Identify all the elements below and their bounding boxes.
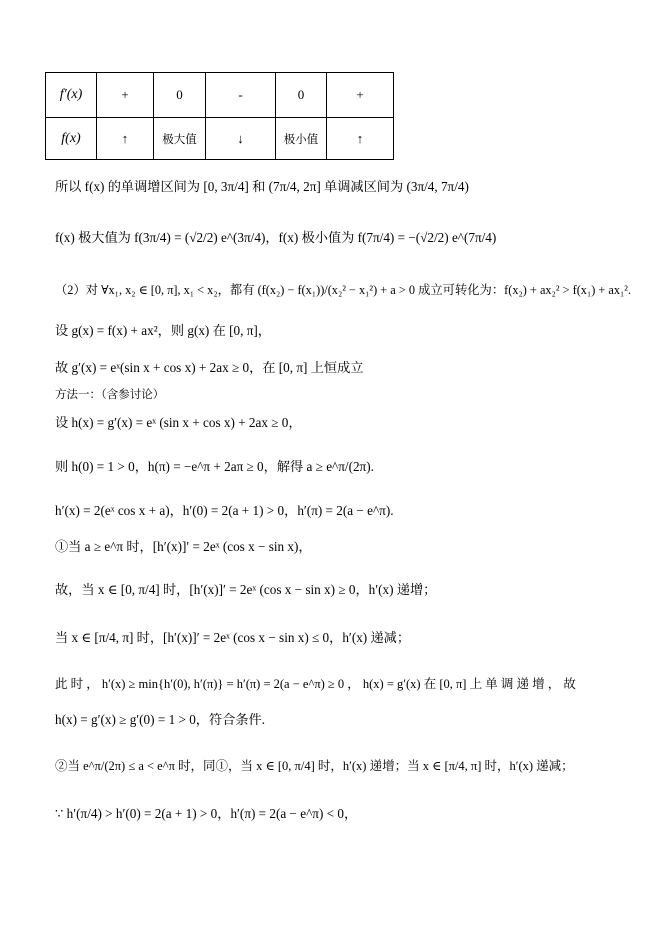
table-cell: 极大值 <box>154 118 206 160</box>
text-line: 所以 f(x) 的单调增区间为 [0, 3π/4] 和 (7π/4, 2π] 单调减区间为 (3π/4, 7π/4) <box>55 179 469 194</box>
text-line: ②当 e^π/(2π) ≤ a < e^π 时，同①，当 x ∈ [0, π/4] 时，h′(x) 递增；当 x ∈ [π/4, π] 时，h′(x) 递减； <box>55 759 574 773</box>
text-line: ∵ h′(π/4) > h′(0) = 2(a + 1) > 0，h′(π) = 2(a − e^π) < 0， <box>55 806 358 821</box>
text-line: 此 时 ， h′(x) ≥ min{h′(0), h′(π)} = h′(π) = 2(a − e^π) ≥ 0 ， h(x) = g′(x) 在 [0, π] 上 单 调 递 增 ， 故 <box>55 677 576 691</box>
table-cell: + <box>97 73 154 118</box>
table-cell: ↓ <box>206 118 276 160</box>
table-cell: 0 <box>154 73 206 118</box>
text-line: 当 x ∈ [π/4, π] 时，[h′(x)]′ = 2eˣ (cos x − sin x) ≤ 0，h′(x) 递减； <box>55 630 411 645</box>
table-cell: 0 <box>276 73 327 118</box>
text-line: 设 g(x) = f(x) + ax²，则 g(x) 在 [0, π]， <box>55 323 271 338</box>
text-line: （2）对 ∀x₁, x₂ ∈ [0, π], x₁ < x₂，都有 (f(x₂) − f(x₁))/(x₂² − x₁²) + a > 0 成立可转化为：f(x₂) + ax₂² > f(x₁) + ax₁². <box>55 283 632 297</box>
text-line: 方法一：（含参讨论） <box>55 387 165 401</box>
table-cell: ↑ <box>327 118 394 160</box>
text-line: ①当 a ≥ e^π 时，[h′(x)]′ = 2eˣ (cos x − sin x)， <box>55 539 312 554</box>
table-cell: + <box>327 73 394 118</box>
text-line: h′(x) = 2(eˣ cos x + a)，h′(0) = 2(a + 1) > 0，h′(π) = 2(a − e^π). <box>55 503 394 518</box>
table-row-fprime <box>46 73 394 118</box>
sign-table <box>45 72 394 160</box>
table-cell: ↑ <box>97 118 154 160</box>
text-line: h(x) = g′(x) ≥ g′(0) = 1 > 0，符合条件. <box>55 712 266 727</box>
text-line: 故，当 x ∈ [0, π/4] 时，[h′(x)]′ = 2eˣ (cos x − sin x) ≥ 0，h′(x) 递增； <box>55 582 437 597</box>
table-header-f: f(x) <box>46 118 97 160</box>
text-line: 则 h(0) = 1 > 0，h(π) = −e^π + 2aπ ≥ 0，解得 a ≥ e^π/(2π). <box>55 459 374 474</box>
text-line: f(x) 极大值为 f(3π/4) = (√2/2) e^(3π/4)，f(x) 极小值为 f(7π/4) = −(√2/2) e^(7π/4) <box>55 230 497 245</box>
text-line: 设 h(x) = g′(x) = eˣ (sin x + cos x) + 2ax ≥ 0， <box>55 415 302 430</box>
table-cell: - <box>206 73 276 118</box>
table-row-f <box>46 118 394 160</box>
text-line: 故 g′(x) = eˣ(sin x + cos x) + 2ax ≥ 0，在 [0, π] 上恒成立 <box>55 360 364 375</box>
table-cell: 极小值 <box>276 118 327 160</box>
table-header-fprime: f′(x) <box>46 73 97 118</box>
